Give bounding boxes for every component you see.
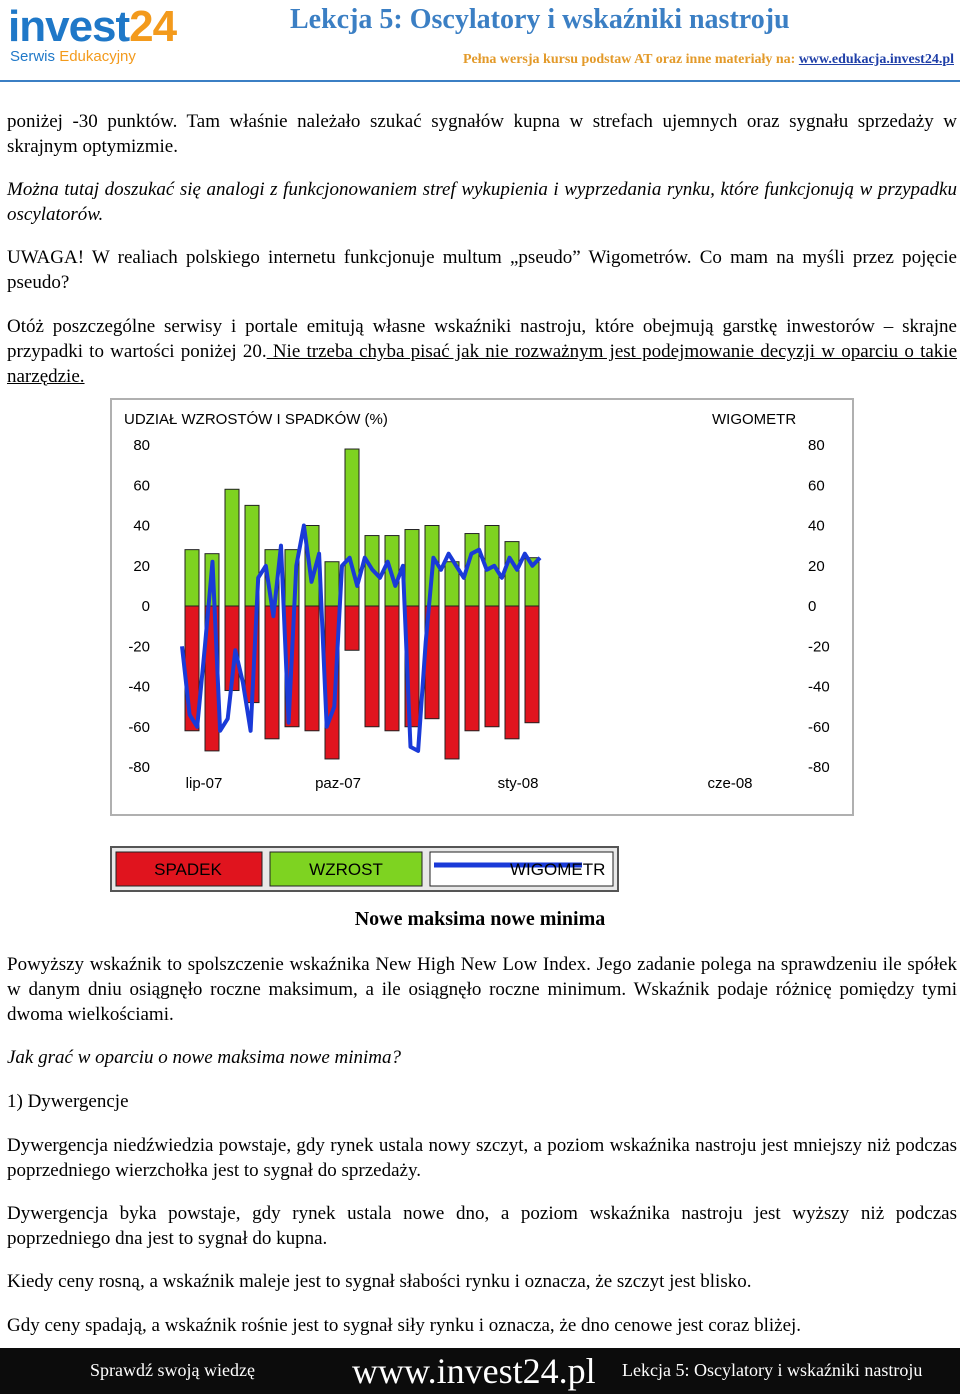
logo-wordmark: invest24	[8, 2, 177, 51]
paragraph-10: Kiedy ceny rosną, a wskaźnik maleje jest to sygnał słabości rynku i oznacza, że szczyt jest blisko.	[7, 1271, 752, 1292]
y-tick-right: -80	[808, 759, 830, 776]
y-tick-right: 40	[808, 517, 825, 535]
chart-title: UDZIAŁ WZROSTÓW I SPADKÓW (%)	[124, 411, 388, 428]
legend-label-spadek: SPADEK	[154, 860, 222, 879]
logo-subtitle: Serwis Edukacyjny	[10, 48, 136, 65]
paragraph-3: UWAGA! W realiach polskiego internetu funkcjonuje multum „pseudo” Wigometrów. Co mam na myśli przez pojęcie pseudo?	[7, 247, 957, 293]
paragraph-8: Dywergencja niedźwiedzia powstaje, gdy rynek ustala nowy szczyt, a poziom wskaźnika nastroju jest mniejszy niż podczas poprzedniego wierzchołka jest to sygnał do sprzedaży.	[7, 1135, 957, 1181]
paragraph-11: Gdy ceny spadają, a wskaźnik rośnie jest to sygnał siły rynku i oznacza, że dno cenowe jest coraz bliżej.	[7, 1315, 802, 1336]
bar-spadek	[345, 606, 359, 650]
bar-wzrost	[405, 530, 419, 606]
bar-spadek	[305, 606, 319, 731]
bar-wzrost	[225, 489, 239, 606]
y-tick-right: -20	[808, 638, 830, 656]
footer-bar	[0, 1348, 960, 1394]
paragraph-4	[7, 314, 957, 389]
bar-spadek	[525, 606, 539, 723]
y-tick-left: 0	[141, 598, 150, 615]
paragraph-2: Można tutaj doszukać się analogi z funkcjonowaniem stref wykupienia i wyprzedania rynku, które funkcjonują w przypadku oscylatorów.	[7, 179, 957, 225]
header-subtitle: Pełna wersja kursu podstaw AT oraz inne materiały na: www.edukacja.invest24.pl	[462, 52, 954, 67]
y-tick-left: -20	[128, 638, 150, 656]
bar-spadek	[385, 606, 399, 731]
x-tick-label: sty-08	[497, 775, 539, 792]
y-tick-left: -80	[128, 759, 150, 776]
legend-canvas	[112, 848, 617, 890]
bar-spadek	[465, 606, 479, 731]
bar-spadek	[445, 606, 459, 759]
bar-spadek	[505, 606, 519, 739]
page-title: Lekcja 5: Oscylatory i wskaźniki nastroju	[290, 4, 790, 35]
legend-label-wigometr: WIGOMETR	[510, 860, 606, 879]
y-tick-left: 20	[133, 557, 150, 575]
bar-wzrost	[185, 550, 199, 606]
paragraph-4-underlined: Nie trzeba chyba pisać jak nie rozważnym jest podejmowanie decyzji w oparciu o takie narzędzie.	[7, 341, 958, 387]
paragraph-5: Powyższy wskaźnik to spolszczenie wskaźnika New High New Low Index. Jego zadanie polega na sprawdzeniu ile spółek w danym dniu osiągnęło roczne maksimum, a ile osiągnęło roczne minimum. Wskaźnik podaje różnicę pomiędzy tymi dwoma wielkościami.	[7, 954, 957, 1025]
course-link[interactable]: www.edukacja.invest24.pl	[798, 52, 954, 67]
chart-canvas	[112, 400, 852, 814]
paragraph-4-text: Otóż poszczególne serwisy i portale emitują własne wskaźniki nastroju, które obejmują garstkę inwestorów – skrajne przypadki to wartości poniżej 20.	[7, 316, 957, 362]
footer-right: Lekcja 5: Oscylatory i wskaźniki nastroju	[622, 1360, 923, 1380]
y-tick-right: 60	[808, 477, 825, 495]
chart-legend	[110, 846, 619, 892]
y-tick-right: -40	[808, 678, 830, 696]
paragraph-9: Dywergencja byka powstaje, gdy rynek ustala nowe dno, a poziom wskaźnika nastroju jest wyższy niż podczas poprzedniego dna jest to sygnał do kupna.	[7, 1203, 957, 1249]
x-tick-label: cze-08	[707, 775, 753, 792]
y-tick-left: -40	[128, 678, 150, 696]
bar-spadek	[485, 606, 499, 727]
bar-spadek	[265, 606, 279, 739]
y-tick-left: 60	[133, 477, 150, 495]
logo	[8, 4, 208, 70]
bar-wzrost	[505, 542, 519, 606]
bar-wzrost	[325, 562, 339, 606]
bars-group	[185, 449, 539, 759]
footer-left: Sprawdź swoją wiedzę	[90, 1360, 255, 1380]
chart-right-title: WIGOMETR	[712, 411, 797, 428]
y-tick-left: 80	[133, 437, 150, 454]
y-tick-left: 40	[133, 517, 150, 535]
y-tick-right: 80	[808, 437, 825, 454]
section-heading: Nowe maksima nowe minima	[354, 908, 606, 930]
paragraph-1: poniżej -30 punktów. Tam właśnie należało szukać sygnałów kupna w strefach ujemnych oraz sygnału sprzedaży w skrajnym optymizmie.	[7, 111, 957, 157]
y-tick-right: 0	[808, 598, 817, 615]
paragraph-6: Jak grać w oparciu o nowe maksima nowe minima?	[7, 1047, 402, 1068]
bar-spadek	[365, 606, 379, 727]
y-tick-left: -60	[128, 718, 150, 736]
x-tick-label: lip-07	[185, 775, 223, 792]
y-tick-right: 20	[808, 557, 825, 575]
header-divider	[0, 80, 960, 82]
paragraph-7: 1) Dywergencje	[7, 1091, 129, 1112]
legend-label-wzrost: WZROST	[309, 860, 383, 879]
footer-url[interactable]: www.invest24.pl	[352, 1351, 596, 1391]
wigometr-chart	[110, 398, 854, 816]
y-tick-right: -60	[808, 718, 830, 736]
x-tick-label: paz-07	[315, 775, 361, 792]
